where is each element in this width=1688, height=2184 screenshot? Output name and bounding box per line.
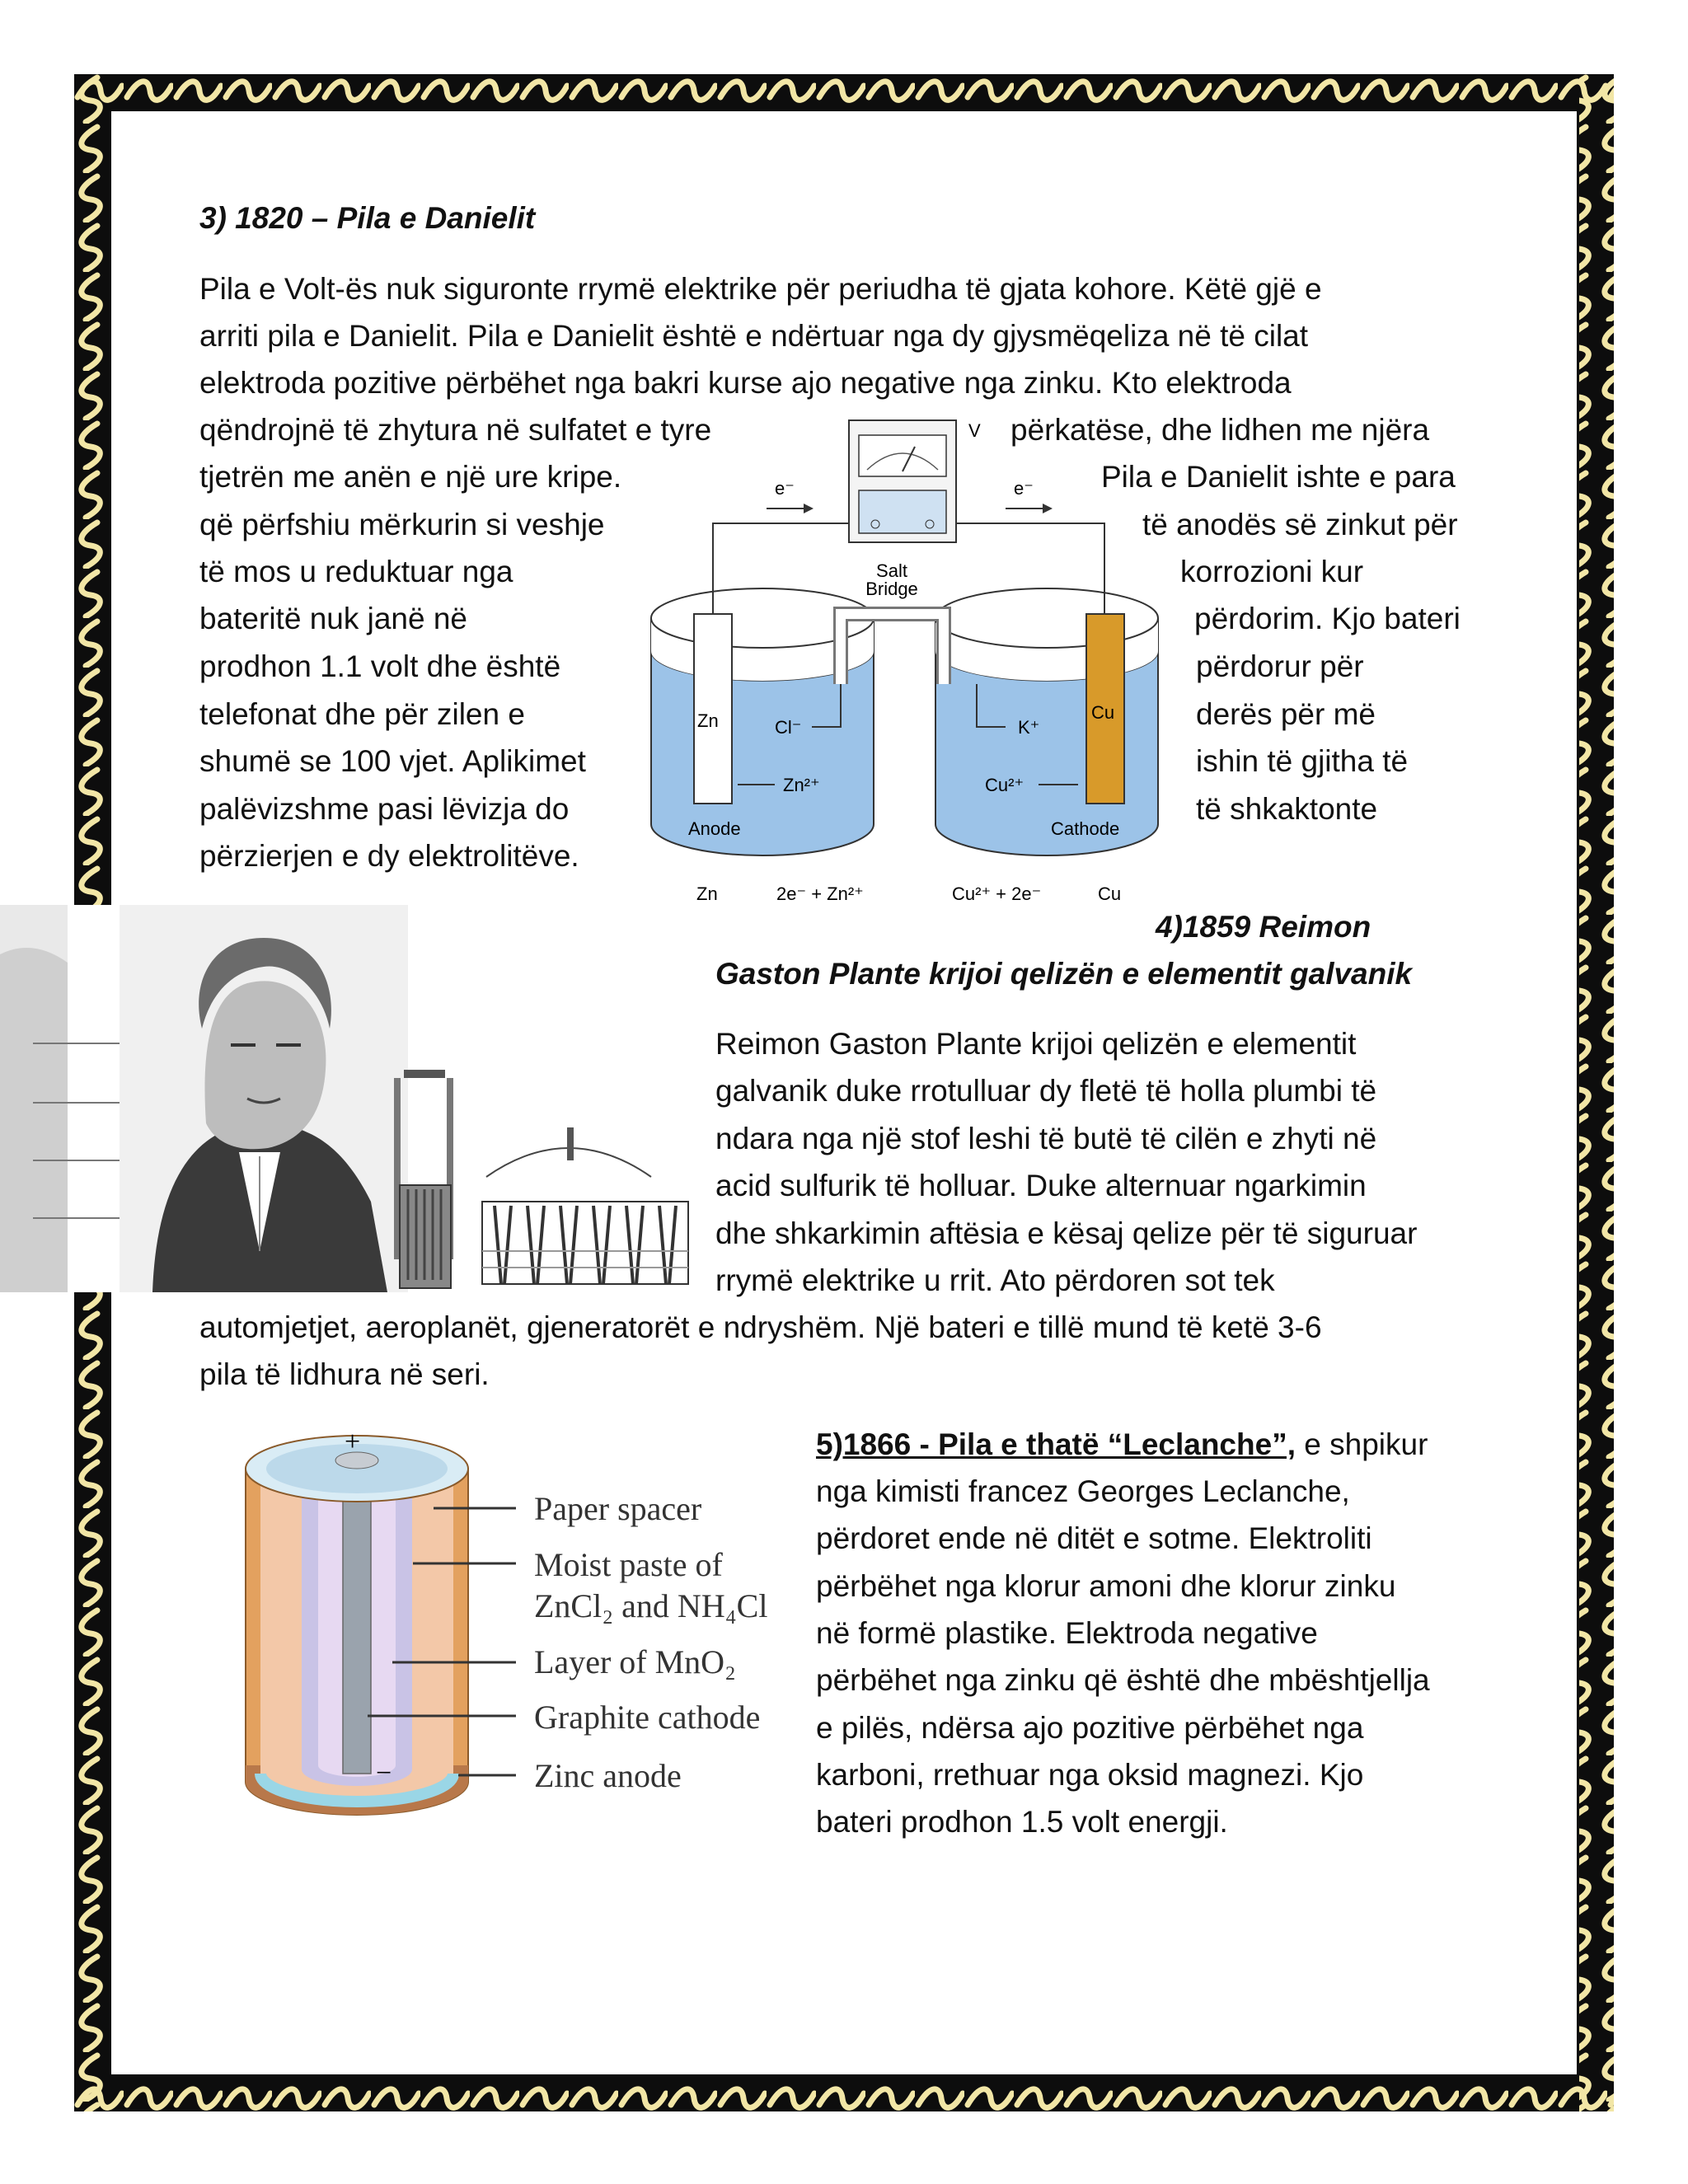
section4-line-1: Reimon Gaston Plante krijoi qelizën e elementit [715,1027,1357,1061]
label-zinc: Zinc anode [534,1757,682,1794]
section4-full-line-2: pila të lidhura në seri. [199,1357,490,1391]
leclanche-battery-diagram [236,1419,796,1825]
left-wire [713,523,849,614]
right-wire [956,523,1104,614]
electron-right-arrowhead [1043,504,1053,513]
section3-left-line-8: shumë se 100 vjet. Aplikimet [199,744,586,778]
voltmeter-label: V [968,420,981,441]
section3-right-line-6: përdorur për [1196,649,1364,683]
section4-heading-line-1: 4)1859 Reimon [1156,910,1372,944]
equation-cu: Cu [1098,883,1122,904]
section5-line-6: e pilës, ndërsa ajo pozitive përbëhet nga [816,1711,1364,1745]
section3-right-line-1: përkatëse, dhe lidhen me njëra [1010,413,1430,447]
electron-left-arrowhead [804,504,814,513]
section3-line-1: Pila e Volt-ës nuk siguronte rrymë elektrike për periudha të gjata kohore. Këtë gjë e [199,272,1322,306]
equation-right: Cu²⁺ + 2e⁻ [952,883,1042,904]
electron-left-label: e⁻ [775,478,795,499]
section3-right-line-7: derës për më [1196,697,1376,731]
positive-terminal-symbol: + [345,1427,361,1457]
potassium-ion-label: K⁺ [1018,717,1040,738]
section3-right-line-8: ishin të gjitha të [1196,744,1409,778]
section5-line-3: përbëhet nga klorur amoni dhe klorur zinku [816,1569,1396,1603]
section3-right-line-9: të shkaktonte [1196,792,1378,826]
label-moist-paste-1: Moist paste of [534,1546,723,1583]
section3-left-line-9: palëvizshme pasi lëvizja do [199,792,570,826]
section5-line-7: karboni, rrethuar nga oksid magnezi. Kjo [816,1758,1364,1792]
copper-ion-label: Cu²⁺ [985,775,1025,795]
section5-line-2: përdoret ende në ditët e sotme. Elektroliti [816,1521,1372,1555]
section4-full-line-1: automjetjet, aeroplanët, gjeneratorët e ndryshëm. Një bateri e tillë mund të ketë 3-6 [199,1310,1322,1344]
section3-left-line-3: që përfshiu mërkurin si veshje [199,508,605,541]
label-moist-paste-2: ZnCl₂ and NH₄Cl [534,1587,768,1624]
section3-line-2: arriti pila e Danielit. Pila e Danielit është e ndërtuar nga dy gjysmëqeliza në të cilat [199,319,1309,353]
equation-zn: Zn [696,883,718,904]
section5-heading: 5)1866 - Pila e thatë “Leclanche”, [816,1427,1296,1461]
cathode-label: Cathode [1051,818,1120,839]
plante-portrait [120,905,408,1292]
section5-line-8: bateri prodhon 1.5 volt energji. [816,1805,1228,1839]
section5-line-5: përbëhet nga zinku që është dhe mbështjellja [816,1663,1430,1697]
negative-terminal-symbol: − [376,1758,392,1788]
section3-right-line-4: korrozioni kur [1180,555,1364,588]
salt-bridge-label-1: Salt [876,560,907,581]
zn-electrode-label: Zn [697,710,719,731]
salt-bridge-label-2: Bridge [865,579,918,599]
section3-right-line-3: të anodës së zinkut për [1142,508,1458,541]
section3-heading: 3) 1820 – Pila e Danielit [199,201,536,235]
section4-line-4: acid sulfurik të holluar. Duke alternuar ngarkimin [715,1169,1367,1202]
section3-left-line-1: qëndrojnë të zhytura në sulfatet e tyre [199,413,712,447]
zinc-ion-label: Zn²⁺ [783,775,820,795]
section5-line-4: në formë plastike. Elektroda negative [816,1616,1318,1650]
chloride-ion-label: Cl⁻ [775,717,802,738]
section3-left-line-4: të mos u reduktuar nga [199,555,513,588]
label-graphite: Graphite cathode [534,1699,761,1736]
section4-heading-line-2: Gaston Plante krijoi qelizën e elementit galvanik [715,957,1413,991]
daniell-cell-diagram [643,412,1179,915]
equation-left: 2e⁻ + Zn²⁺ [776,883,864,904]
section4-line-3: ndara nga një stof leshi të butë të cilën e zhyti në [715,1122,1377,1155]
plante-illustration [0,905,692,1292]
section3-left-line-5: bateritë nuk janë në [199,602,468,635]
section3-left-line-10: përzierjen e dy elektrolitëve. [199,839,579,873]
anode-label: Anode [688,818,741,839]
section4-line-6: rrymë elektrike u rrit. Ato përdoren sot tek [715,1263,1275,1297]
battery-cutaway [246,1436,468,1815]
label-mno2: Layer of MnO₂ [534,1643,736,1680]
section5-heading-line [816,1421,1428,1469]
section4-line-2: galvanik duke rrotulluar dy fletë të holla plumbi të [715,1074,1377,1108]
label-paper-spacer: Paper spacer [534,1490,702,1527]
section3-right-line-2: Pila e Danielit ishte e para [1101,460,1456,494]
cu-electrode-label: Cu [1091,702,1115,723]
electron-right-label: e⁻ [1014,478,1034,499]
section3-right-line-5: përdorim. Kjo bateri [1194,602,1461,635]
section3-line-3: elektroda pozitive përbëhet nga bakri kurse ajo negative nga zinku. Kto elektroda [199,366,1292,400]
section3-left-line-6: prodhon 1.1 volt dhe është [199,649,561,683]
section3-left-line-2: tjetrën me anën e një ure kripe. [199,460,622,494]
section3-left-line-7: telefonat dhe për zilen e [199,697,525,731]
section5-heading-rest: e shpikur [1295,1427,1428,1461]
section4-line-5: dhe shkarkimin aftësia e kësaj qelize për të siguruar [715,1216,1418,1250]
section5-line-1: nga kimisti francez Georges Leclanche, [816,1474,1350,1508]
zinc-electrode [694,614,732,804]
voltmeter [849,420,956,542]
